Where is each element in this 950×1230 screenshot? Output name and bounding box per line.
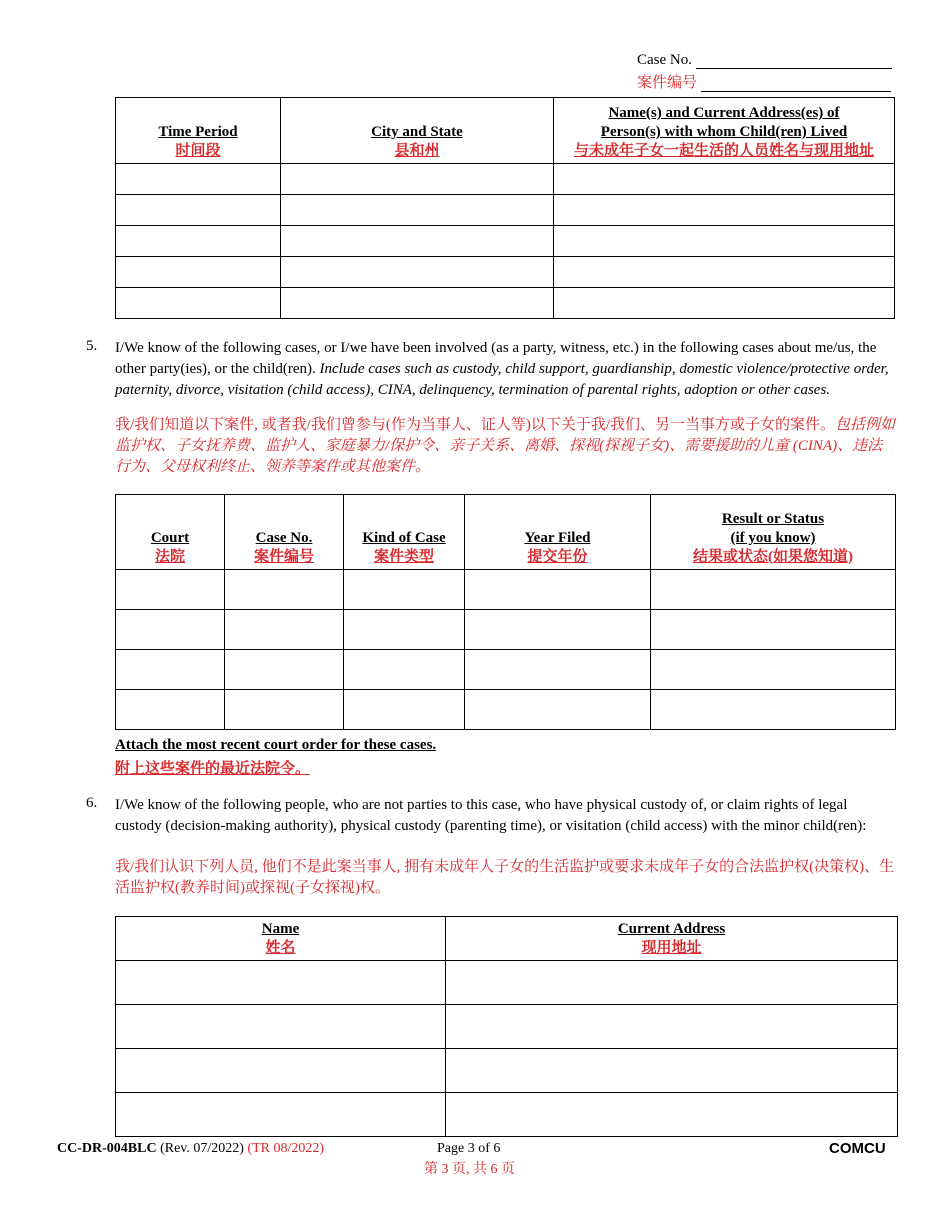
table-row bbox=[116, 195, 895, 226]
table-row bbox=[116, 288, 895, 319]
table-cell[interactable] bbox=[344, 690, 465, 730]
attach-order-note-zh: 附上这些案件的最近法院令。 bbox=[115, 761, 311, 777]
table-cell[interactable] bbox=[554, 257, 895, 288]
table-cell[interactable] bbox=[651, 610, 896, 650]
table-row bbox=[116, 164, 895, 195]
table-cell[interactable] bbox=[344, 570, 465, 610]
table-cell[interactable] bbox=[465, 610, 651, 650]
table-cell[interactable] bbox=[116, 1093, 446, 1137]
table-header-row bbox=[116, 98, 895, 164]
item-5-number: 5. bbox=[86, 338, 98, 354]
form-id: CC-DR-004BLC bbox=[57, 1141, 157, 1156]
table-cell[interactable] bbox=[554, 195, 895, 226]
table-cell[interactable] bbox=[651, 570, 896, 610]
table-cell[interactable] bbox=[116, 1005, 446, 1049]
column-header-result-status: Result or Status (if you know) 结果或状态(如果您知道) bbox=[651, 495, 896, 570]
table-cell[interactable] bbox=[116, 288, 281, 319]
table-cell[interactable] bbox=[116, 195, 281, 226]
item-5-text-zh: 我/我们知道以下案件, 或者我/我们曾参与(作为当事人、证人等)以下关于我/我们、另一当事方或子女的案件。包括例如监护权、子女抚养费、监护人、家庭暴力/保护令、亲子关系、离婚、探视(探视子女)、需要援助的儿童 (CINA)、违法行为、父母权利终止、领养等案件或其他案件。 bbox=[115, 417, 896, 475]
table-cell[interactable] bbox=[344, 610, 465, 650]
table-row bbox=[116, 570, 896, 610]
column-header-persons-lived-with: Name(s) and Current Address(es) of Person(s) with whom Child(ren) Lived 与未成年子女一起生活的人员姓名与现用地址 bbox=[554, 98, 895, 164]
table-cell[interactable] bbox=[225, 570, 344, 610]
table-cell[interactable] bbox=[446, 961, 898, 1005]
page-number: Page 3 of 6 bbox=[437, 1141, 501, 1156]
table-cell[interactable] bbox=[281, 164, 554, 195]
table-row bbox=[116, 610, 896, 650]
table-row bbox=[116, 1093, 898, 1137]
form-id-block bbox=[57, 1141, 324, 1157]
item-6-text: I/We know of the following people, who are not parties to this case, who have physical custody of, or claim rights of legal custody (decision-making authority), physical custody (parenting time), or visitation (child access) with the minor child(ren): bbox=[115, 797, 867, 834]
column-header-time-period: Time Period 时间段 bbox=[116, 98, 281, 164]
related-cases-table bbox=[115, 494, 896, 730]
page-number-zh: 第 3 页, 共 6 页 bbox=[424, 1162, 515, 1177]
table-cell[interactable] bbox=[281, 226, 554, 257]
table-header-row bbox=[116, 917, 898, 961]
table-cell[interactable] bbox=[651, 690, 896, 730]
table-row bbox=[116, 650, 896, 690]
table-cell[interactable] bbox=[465, 650, 651, 690]
residence-history-table bbox=[115, 97, 895, 319]
translation-revision: (TR 08/2022) bbox=[247, 1141, 325, 1156]
table-row bbox=[116, 961, 898, 1005]
column-header-court: Court 法院 bbox=[116, 495, 225, 570]
table-cell[interactable] bbox=[281, 257, 554, 288]
column-header-case-no: Case No. 案件编号 bbox=[225, 495, 344, 570]
case-number-field bbox=[637, 52, 892, 69]
table-cell[interactable] bbox=[225, 610, 344, 650]
table-row bbox=[116, 1049, 898, 1093]
table-cell[interactable] bbox=[225, 650, 344, 690]
table-cell[interactable] bbox=[446, 1093, 898, 1137]
column-header-name: Name 姓名 bbox=[116, 917, 446, 961]
table-cell[interactable] bbox=[116, 650, 225, 690]
other-custodians-table bbox=[115, 916, 898, 1137]
table-cell[interactable] bbox=[116, 164, 281, 195]
table-cell[interactable] bbox=[281, 288, 554, 319]
column-header-city-state: City and State 县和州 bbox=[281, 98, 554, 164]
case-number-label-zh: 案件编号 bbox=[637, 75, 698, 91]
table-cell[interactable] bbox=[446, 1049, 898, 1093]
item-5-text: I/We know of the following cases, or I/we have been involved (as a party, witness, etc.) in the following cases about me/us, the other party(ies), or the child(ren). Include cases such as custody, child support, guardianship, domestic violence/protective order, paternity, divorce, visitation (child access), CINA, delinquency, termination of parental rights, adoption or other cases. bbox=[115, 340, 889, 398]
table-cell[interactable] bbox=[116, 1049, 446, 1093]
table-cell[interactable] bbox=[116, 226, 281, 257]
table-cell[interactable] bbox=[651, 650, 896, 690]
table-cell[interactable] bbox=[554, 288, 895, 319]
table-row bbox=[116, 690, 896, 730]
table-header-row bbox=[116, 495, 896, 570]
table-cell[interactable] bbox=[554, 164, 895, 195]
table-cell[interactable] bbox=[116, 690, 225, 730]
table-cell[interactable] bbox=[465, 690, 651, 730]
table-row bbox=[116, 257, 895, 288]
table-cell[interactable] bbox=[116, 570, 225, 610]
column-header-year-filed: Year Filed 提交年份 bbox=[465, 495, 651, 570]
table-cell[interactable] bbox=[116, 961, 446, 1005]
table-cell[interactable] bbox=[554, 226, 895, 257]
column-header-current-address: Current Address 现用地址 bbox=[446, 917, 898, 961]
column-header-kind-of-case: Kind of Case 案件类型 bbox=[344, 495, 465, 570]
table-cell[interactable] bbox=[116, 257, 281, 288]
form-code: COMCU bbox=[829, 1140, 886, 1157]
case-number-field-zh bbox=[637, 71, 891, 92]
form-revision: (Rev. 07/2022) bbox=[160, 1141, 244, 1156]
attach-order-note: Attach the most recent court order for these cases. bbox=[115, 737, 437, 753]
case-number-label: Case No. bbox=[637, 52, 692, 68]
item-6-number: 6. bbox=[86, 795, 98, 811]
item-6-text-zh: 我/我们认识下列人员, 他们不是此案当事人, 拥有未成年人子女的生活监护或要求未成年子女的合法监护权(决策权)、生活监护权(教养时间)或探视(子女探视)权。 bbox=[115, 859, 895, 896]
case-number-input-zh[interactable] bbox=[701, 77, 891, 92]
table-cell[interactable] bbox=[281, 195, 554, 226]
table-row bbox=[116, 1005, 898, 1049]
table-row bbox=[116, 226, 895, 257]
table-cell[interactable] bbox=[116, 610, 225, 650]
table-cell[interactable] bbox=[344, 650, 465, 690]
case-number-input[interactable] bbox=[696, 54, 892, 69]
table-cell[interactable] bbox=[465, 570, 651, 610]
table-cell[interactable] bbox=[446, 1005, 898, 1049]
table-cell[interactable] bbox=[225, 690, 344, 730]
